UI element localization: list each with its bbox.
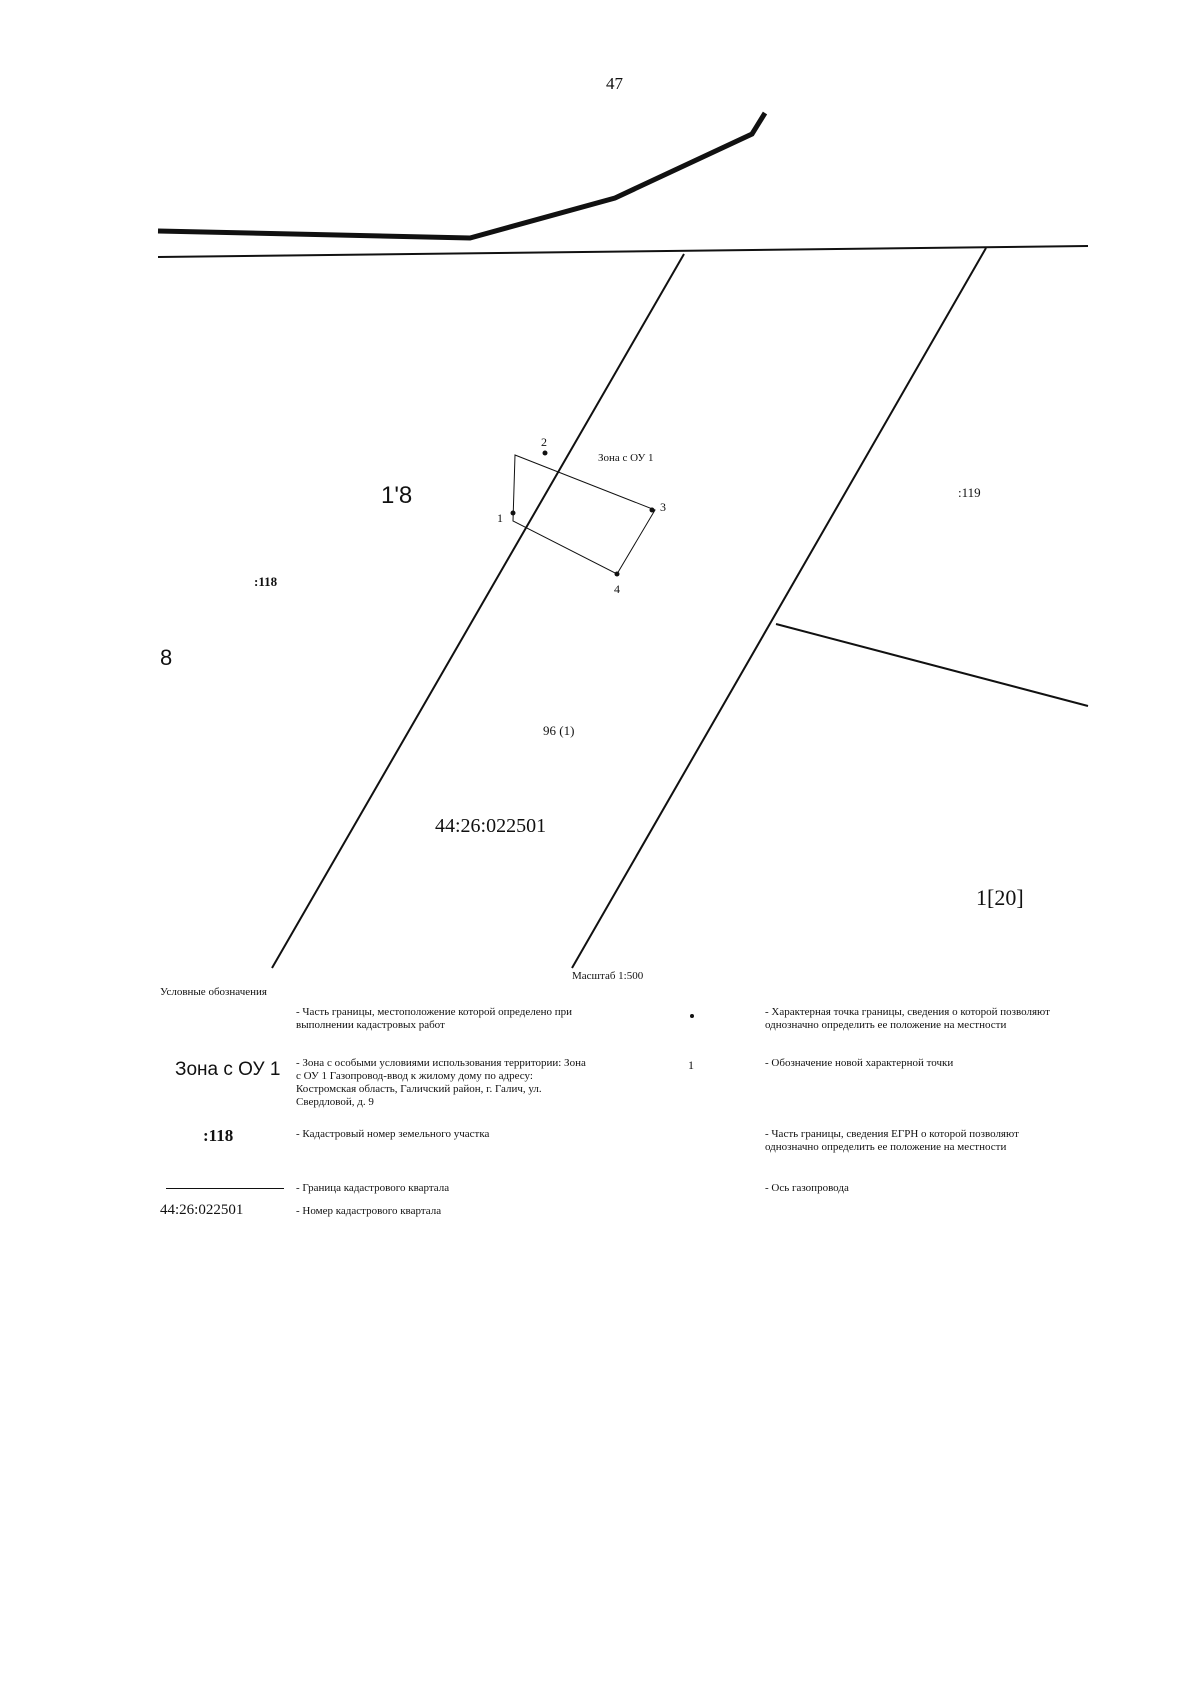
legend-symbol-point <box>690 1014 694 1018</box>
legend-text-new-point: - Обозначение новой характерной точки <box>765 1057 954 1069</box>
point-label-2: 2 <box>541 435 547 449</box>
parcel-label-119: :119 <box>958 485 981 500</box>
parcel-boundary-branch <box>776 624 1088 706</box>
point-marker-3 <box>650 508 655 513</box>
point-marker-2 <box>543 451 548 456</box>
legend-text-parcel-number: - Кадастровый номер земельного участка <box>296 1128 490 1140</box>
parcel-label-120: 1[20] <box>976 885 1024 910</box>
legend-text-quarter-number: - Номер кадастрового квартала <box>296 1205 442 1217</box>
legend-symbol-zone: Зона с ОУ 1 <box>175 1059 281 1080</box>
quarter-label: 44:26:022501 <box>435 815 547 837</box>
legend-text-point: - Характерная точка границы, сведения о которой позволяют однозначно определить ее положение на местности <box>765 1006 1050 1031</box>
legend-title: Условные обозначения <box>160 986 267 998</box>
address-label: 96 (1) <box>543 723 575 738</box>
point-label-1: 1 <box>497 511 503 525</box>
point-marker-1 <box>511 511 516 516</box>
parcel-label-118: :118 <box>254 574 278 589</box>
legend-symbol-quarter-boundary <box>166 1188 284 1189</box>
parcel-label-118-large: 1'8 <box>381 482 413 509</box>
quarter-boundary-top <box>158 246 1088 257</box>
legend-text-boundary-defined: - Часть границы, местоположение которой определено при выполнении кадастровых работ <box>296 1006 573 1031</box>
zone-label: Зона с ОУ 1 <box>598 452 654 464</box>
legend-text-egrn-boundary: - Часть границы, сведения ЕГРН о которой позволяют однозначно определить ее положение на местности <box>765 1128 1019 1153</box>
legend-symbol-parcel-number: :118 <box>203 1126 234 1145</box>
parcel-boundary-left <box>272 254 684 968</box>
gas-pipeline-axis <box>158 113 765 238</box>
edge-mark: 8 <box>160 645 173 670</box>
page-number: 47 <box>606 74 623 93</box>
point-marker-4 <box>615 572 620 577</box>
legend-symbol-quarter-number: 44:26:022501 <box>160 1202 244 1218</box>
legend-text-gas-axis: - Ось газопровода <box>765 1182 849 1194</box>
parcel-boundary-right <box>572 248 986 968</box>
point-label-4: 4 <box>614 582 620 596</box>
legend-text-quarter-boundary: - Граница кадастрового квартала <box>296 1182 450 1194</box>
scale-label: Масштаб 1:500 <box>572 970 644 980</box>
point-label-3: 3 <box>660 500 666 514</box>
legend-text-zone: - Зона с особыми условиями использования территории: Зона с ОУ 1 Газопровод-ввод к жилому дому по адресу: Костромская область, Галичский район, г. Галич, ул. Свердловой, д. 9 <box>296 1057 586 1108</box>
legend-symbol-new-point: 1 <box>688 1058 694 1072</box>
